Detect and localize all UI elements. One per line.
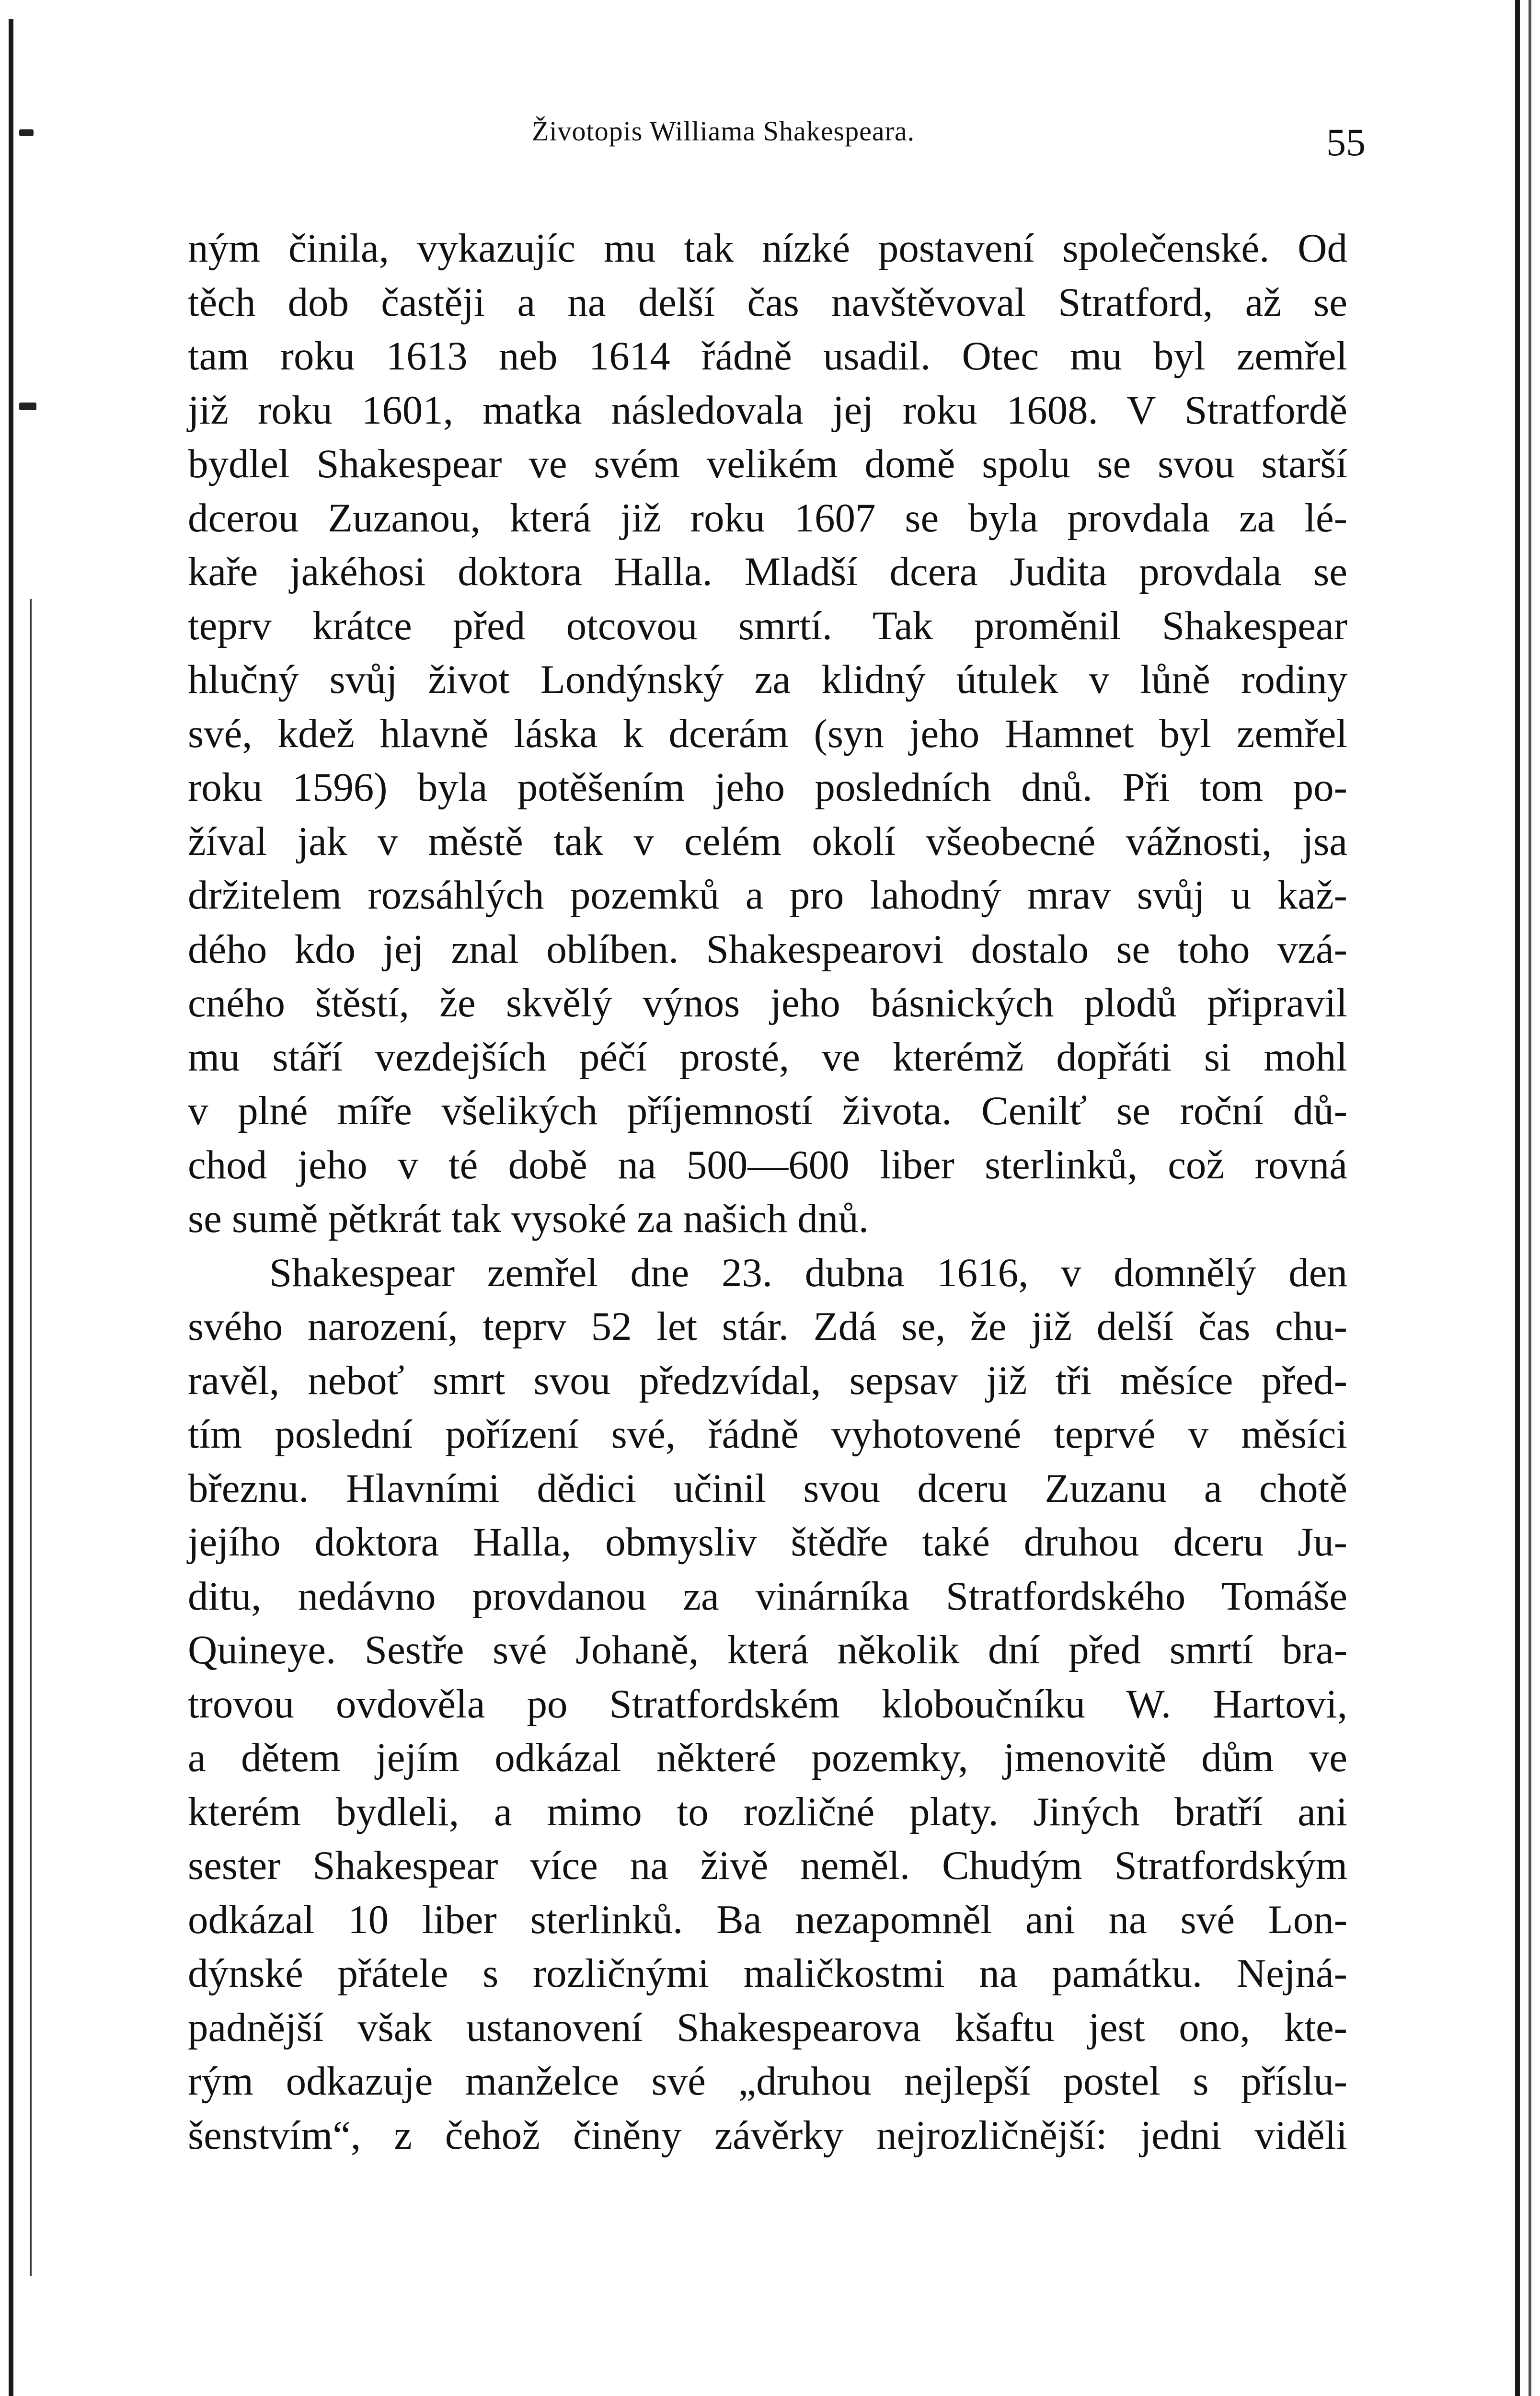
body-text <box>188 221 1347 2162</box>
text-line: chod jeho v té době na 500—600 liber sterlinků, což rovná <box>188 1142 1347 1187</box>
page-number: 55 <box>1326 120 1366 164</box>
text-line: v plné míře všelikých příjemností života. Cenilť se roční dů- <box>188 1088 1347 1133</box>
text-line: kterém bydleli, a mimo to rozličné platy. Jiných bratří ani <box>188 1789 1347 1834</box>
text-line: roku 1596) byla potěšením jeho posledních dnů. Při tom po- <box>188 765 1347 810</box>
text-line: sester Shakespear více na živě neměl. Chudým Stratfordským <box>188 1843 1347 1888</box>
text-line: odkázal 10 liber sterlinků. Ba nezapomněl ani na své Lon- <box>188 1897 1347 1942</box>
text-line: padnější však ustanovení Shakespearova kšaftu jest ono, kte- <box>188 2004 1347 2050</box>
text-line: ditu, nedávno provdanou za vinárníka Stratfordského Tomáše <box>188 1573 1347 1619</box>
text-line: trovou ovdověla po Stratfordském kloboučníku W. Hartovi, <box>188 1681 1347 1727</box>
scan-edge-right-outer <box>1529 0 1531 2396</box>
text-line: žíval jak v městě tak v celém okolí všeobecné vážnosti, jsa <box>188 818 1347 864</box>
text-line: březnu. Hlavními dědici učinil svou dceru Zuzanu a chotě <box>188 1465 1347 1511</box>
text-line: mu stáří vezdejších péčí prosté, ve kterémž dopřáti si mohl <box>188 1034 1347 1080</box>
text-line: kaře jakéhosi doktora Halla. Mladší dcera Judita provdala se <box>188 549 1347 594</box>
text-line: držitelem rozsáhlých pozemků a pro lahodný mrav svůj u kaž- <box>188 873 1347 918</box>
text-line: dcerou Zuzanou, která již roku 1607 se byla provdala za lé- <box>188 495 1347 541</box>
text-line: dýnské přátele s rozličnými maličkostmi na památku. Nejná- <box>188 1951 1347 1996</box>
text-line: hlučný svůj život Londýnský za klidný útulek v lůně rodiny <box>188 657 1347 702</box>
paragraph-last-line: se sumě pětkrát tak vysoké za našich dnů. <box>188 1196 869 1241</box>
text-line: těch dob častěji a na delší čas navštěvoval Stratford, až se <box>188 279 1347 325</box>
text-line: a dětem jejím odkázal některé pozemky, jmenovitě dům ve <box>188 1735 1347 1780</box>
text-line: tím poslední pořízení své, řádně vyhotovené teprvé v měsíci <box>188 1412 1347 1457</box>
text-line: svého narození, teprv 52 let stár. Zdá se, že již delší čas chu- <box>188 1304 1347 1349</box>
text-line: své, kdež hlavně láska k dcerám (syn jeho Hamnet byl zemřel <box>188 711 1347 756</box>
scan-edge-right <box>1515 0 1520 2396</box>
text-line: tam roku 1613 neb 1614 řádně usadil. Otec mu byl zemřel <box>188 334 1347 379</box>
text-line: rým odkazuje manželce své „druhou nejlepší postel s příslu- <box>188 2059 1347 2104</box>
text-line: teprv krátce před otcovou smrtí. Tak proměnil Shakespear <box>188 603 1347 648</box>
text-line: bydlel Shakespear ve svém velikém domě spolu se svou starší <box>188 441 1347 486</box>
running-title: Životopis Williama Shakespeara. <box>532 115 915 147</box>
scan-mark <box>19 129 34 136</box>
text-line: cného štěstí, že skvělý výnos jeho básnických plodů připravil <box>188 980 1347 1025</box>
scan-edge-left <box>9 19 13 2396</box>
text-line: Quineye. Sestře své Johaně, která několik dní před smrtí bra- <box>188 1627 1347 1672</box>
scan-edge-left-inner <box>30 599 32 2276</box>
text-line: ným činila, vykazujíc mu tak nízké postavení společenské. Od <box>188 226 1347 271</box>
text-line: jejího doktora Halla, obmysliv štědře také druhou dceru Ju- <box>188 1520 1347 1565</box>
text-line: dého kdo jej znal oblíben. Shakespearovi dostalo se toho vzá- <box>188 926 1347 972</box>
text-line: ravěl, neboť smrt svou předzvídal, sepsav již tři měsíce před- <box>188 1358 1347 1403</box>
scan-mark <box>19 403 36 410</box>
text-line: již roku 1601, matka následovala jej roku 1608. V Stratfordě <box>188 387 1347 433</box>
paragraph-first-line: Shakespear zemřel dne 23. dubna 1616, v domnělý den <box>269 1250 1347 1295</box>
text-line: šenstvím“, z čehož činěny závěrky nejrozličnější: jedni viděli <box>188 2112 1347 2158</box>
